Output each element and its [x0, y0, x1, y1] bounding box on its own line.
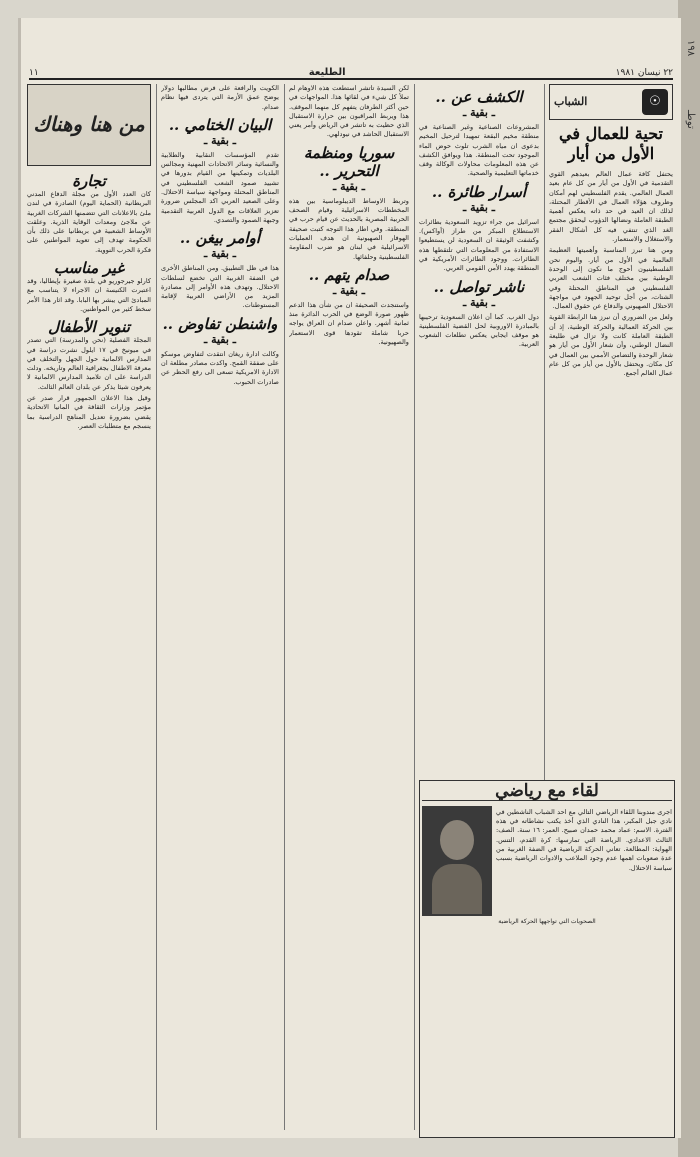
publication-date: ٢٢ نيسان ١٩٨١: [615, 68, 673, 78]
article-subhead: ـ بقية ـ: [204, 247, 236, 261]
article-paragraph: اسرائيل من جراء تزويد السعودية بطائرات الاستطلاع المبكر من طراز (أواكس). وكشفت الوثيقة ان السعودية لن يستطيعوا الاستفادة من المعلومات التي تلتقطها هذه الطائرات. ووجود الطائرات الأمريكية في المنطقة يهدد الأمن القومي العربي.: [419, 217, 539, 273]
article-kicker: غير مناسب: [53, 259, 125, 278]
paper-name: الطليعة: [308, 67, 346, 78]
article-paragraph: لكن السيدة تاتشر استطعت هذه الاوهام لم تملأ كل شيء في لقائها هذا. المواجهات في حين أكثر الطرفان يتفهم كل منهما الموقف. هذا ويربط المراقبون بين حرارة الاستقبال الذي حظيت به تاتشر في الرياض وأمر يعني الاستقبال الحاشد في نيودلهي.: [289, 84, 409, 139]
column-divider: [284, 84, 285, 1130]
article-paragraph: كارلو جيرجوريو في بلدة صغيرة بإيطاليا، وقد اعتبرت الكنيسة ان الاجراء لا يتناسب مع المبادئ التي يبشر بها البابا. وقد اثار هذا الأمر سخط كثير من المواطنين.: [27, 277, 151, 313]
article-kicker: البيان الختامي ..: [168, 115, 272, 134]
section-label-box: [549, 84, 673, 120]
sports-title: لقاء مع رياضي: [422, 783, 672, 801]
masthead-text: من هنا وهناك: [33, 112, 145, 137]
article-subhead: ـ بقية ـ: [463, 295, 495, 309]
article-subhead: ـ بقية ـ: [204, 332, 236, 346]
column-here-and-there: [27, 84, 151, 1130]
article-paragraph: وتربط الاوساط الديبلوماسية بين هذه المخططات الاسرائيلية وقيام الصحف الحربية المصرية بالحديث عن قيام حرب في المنطقة. وفي اطار هذا التوجه كتبت صحيفة الهوفار الصهيونية ان هدف العمليات الاسرائيلية في لبنان هو ضرب المقاومة الفلسطينية وحلفائها.: [289, 196, 409, 261]
page-header: [29, 62, 673, 80]
article-paragraph: دول الغرب. كما أن اعلان السعودية ترحيبها بالمبادرة الاوروبية لحل القضية الفلسطينية هو موقف ايجابي يعكس تطلعات الشعوب العربية.: [419, 312, 539, 349]
article-kicker: سوريا ومنظمة التحرير ..: [303, 143, 395, 180]
article-subhead: ـ بقية ـ: [463, 200, 495, 214]
article-kicker: صدام يتهم ..: [308, 265, 390, 284]
section-label: الشباب: [554, 95, 588, 109]
article-kicker: واشنطن تفاوض ..: [162, 314, 278, 333]
article-kicker: أوامر بيغن ..: [179, 229, 261, 248]
article-kicker: ناشر تواصل ..: [433, 277, 525, 296]
article-paragraph: واستنجدت الصحيفة ان من شأن هذا الدعم ظهور صورة الوضع في الحرب الدائرة منذ ثمانية أشهر. واعلن صدام ان العراق يواجه حربا شاملة تقودها قوى الاستعمار والصهيونية.: [289, 300, 409, 347]
article-paragraph: كان العدد الأول من مجلة الدفاع المدني البريطانية (الحماية اليوم) الصادرة في لندن ملئ بالاعلانات التي تتضمنها الشركات الغربية عن ملاجئ ومعدات الوقاية الذرية. وعلقت الأوساط الشعبية في بريطانيا على ذلك بأن الحكومة تهدف إلى تعويد المواطنين على فكرة الحرب النووية.: [27, 190, 151, 254]
column-divider: [414, 84, 415, 1130]
article-paragraph: المشروعات الصناعية وغير الصناعية في منطقة مخيم البقعة تمهيدا لترحيل المخيم بدعوى ان مياه الشرب تلوث حوض الماء الموجود تحت المنطقة. هذا ويوافق الكشف عن هذه المعلومات محاولات الوكالة وقف خدماتها التعليمية والصحية.: [419, 123, 539, 178]
article-paragraph: ومن هنا تبرز المناسبة وأهميتها العظيمة العالمية في الأول من أيار. واليوم نحن الفلسطينيون أحوج ما نكون إلى الوحدة الوطنية بين مختلف فئات الشعب العربي الفلسطيني في المناطق المحتلة وفي الشتات، من أجل توحيد الجهود في مواجهة الاحتلال الصهيوني والدفاع عن حقوق العمال.: [549, 246, 673, 311]
article-headline: تحية للعمال في الأول من أيار: [559, 124, 663, 163]
article-kicker: أسرار طائرة ..: [431, 182, 527, 201]
article-kicker: تنوير الأطفال: [48, 318, 130, 337]
interviewee-photo: [422, 806, 492, 916]
article-paragraph: المجلة الفصلية (نحن والمدرسة) التي تصدر في ميونيخ في ١٧ ايلول نشرت دراسة في المدارس الالمانية حول الجهل والتخلف في معرفة الاطفال بجغرافية العالم وتاريخه. ودلت الدراسة على ان تلاميذ المدارس الالمانية لا يعرفون شيئا يذكر عن بلدان العالم الثالث.: [27, 336, 151, 391]
column-news-3: [161, 84, 279, 1130]
column-divider: [156, 84, 157, 1130]
article-paragraph: تقدم المؤسسات النقابية والطلابية والنسائية وسائر الاتحادات المهنية ومجالس البلديات وتمكينها من القيام بدورها في تشييد صمود الشعب الفلسطيني في المناطق المحتلة ومواجهة سياسة الاحتلال. وعلى الصعيد العربي اكد المجلس ضرورة تعزيز العلاقات مع الدول العربية التقدمية وجبهة الصمود والتصدي.: [161, 150, 279, 224]
article-paragraph: وكالت ادارة ريغان انتقدت لتفاوض موسكو على صفقة القمح. واكدت مصادر مطلعة ان الادارة الامريكية تسعى الى رفع الحظر عن صادرات الحبوب.: [161, 349, 279, 386]
article-subhead: ـ بقية ـ: [204, 133, 236, 147]
article-paragraph: يحتفل كافة عمال العالم بعيدهم القوي التقدمية في الأول من أيار من كل عام بعيد العمال العالمي. يقدم الفلسطيني لهم أمكان وظروف هؤلاء العمال في الأقطار المحتلة، لذلك ان العيد في حد ذاته يعكس أهمية الطبقة العاملة ونضالها الدؤوب ليحقق مجتمع الغد الذي تنتفي فيه كل أشكال الفقر والاستغلال والاستعمار.: [549, 170, 673, 244]
adjacent-page-edge: [678, 0, 700, 1157]
article-paragraph: ولعل من الضروري أن نبرز هنا الرابطة القوية بين الحركة العمالية والحركة الوطنية، إذ أن الطبقة العاملة كانت ولا تزال في طليعة النضال الوطني، وأن شعار الأول من أيار هو شعار الوحدة والتضامن الأممي بين العمال في كل مكان. ويحتفل بالأول من أيار من كل عام عمال العالم أجمع.: [549, 313, 673, 378]
article-subhead: ـ بقية ـ: [333, 283, 365, 297]
article-paragraph: هذا في ظل التطبيق. ومن المناطق الأخرى في الضفة الغربية التي تخضع لسلطات الاحتلال. وتهدف هذه الأوامر إلى مصادرة المزيد من الأراضي العربية لإقامة المستوطنات.: [161, 264, 279, 310]
sports-interview-box: [419, 780, 675, 1138]
article-kicker: تجارة: [72, 172, 106, 190]
article-subhead: ـ بقية ـ: [333, 179, 365, 193]
column-news-2: [289, 84, 409, 1130]
edge-label: ١٩٨: [685, 40, 696, 57]
article-kicker: الكشف عن ..: [435, 88, 523, 106]
edge-label: توطـ: [685, 110, 696, 129]
sports-paragraph: اجرى مندوبنا اللقاء الرياضي التالي مع احد الشباب الناشطين في نادي جبل المكبر، هذا النادي الذي أخذ يكتب نشاطاته في هذه الفترة. الاسم: عماد محمد حمدان صبيح. العمر: ١٦ سنة. الصف: الثالث الاعدادي. الرياضة التي تمارسها: كرة القدم، التنس. الهواية: المطالعة. تعاني الحركة الرياضية في الضفة الغربية من عدة صعوبات اهمها عدم وجود الملاعب والادوات الرياضية بسبب سياسة الاحتلال.: [496, 807, 672, 872]
article-paragraph: الكويت والرافعة على فرض مطالبها دولار يوضح عمق الأزمة التي يتردى فيها نظام صدام.: [161, 84, 279, 111]
newspaper-page: [18, 18, 681, 1138]
photo-caption: الصحويات التي تواجهها الحركة الرياضية: [498, 918, 596, 926]
section-logo-icon: ☉: [642, 89, 668, 115]
page-number: ١١: [29, 68, 39, 78]
section-masthead: [27, 84, 151, 166]
article-paragraph: وقيل هذا الاعلان الجمهور قرار صدر عن مؤتمر وزارات الثقافة في المانيا الاتحادية يقضي بضرورة تعديل المناهج الدراسية بما ينسجم مع متطلبات العصر.: [27, 394, 151, 430]
article-subhead: ـ بقية ـ: [463, 106, 495, 119]
